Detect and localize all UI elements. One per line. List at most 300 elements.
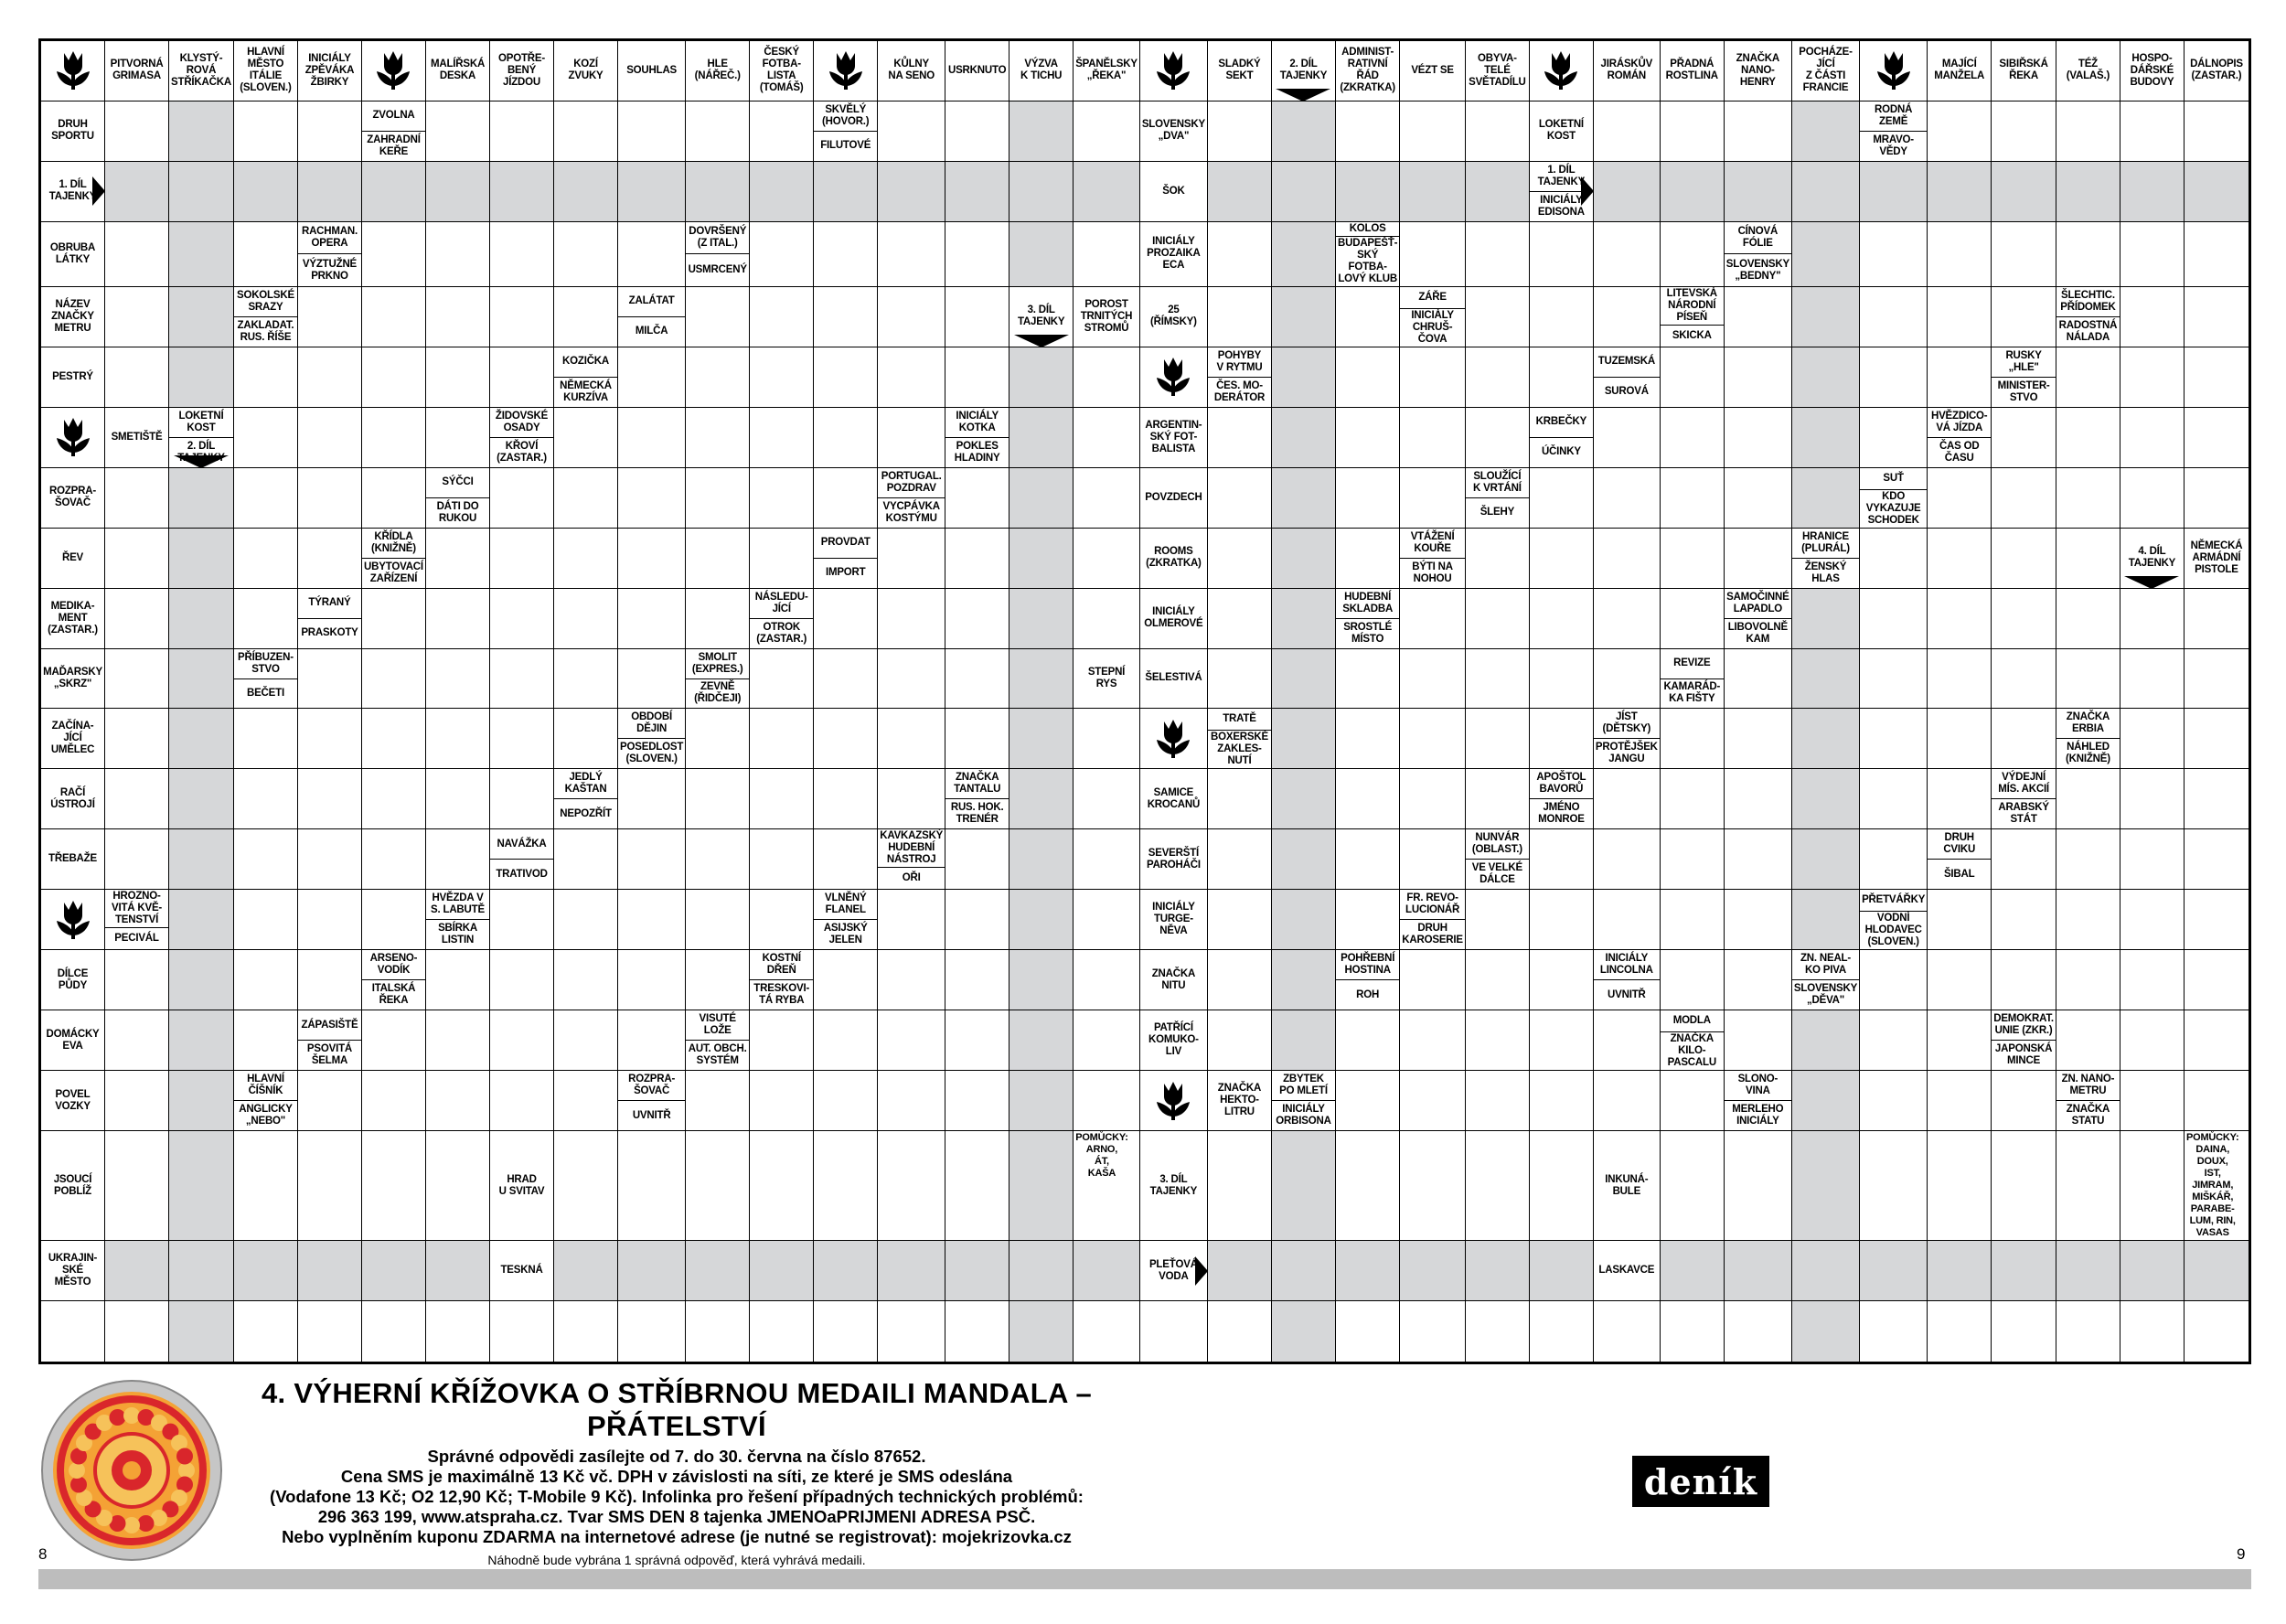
answer-cell[interactable] xyxy=(750,890,814,950)
answer-cell[interactable] xyxy=(1928,1071,1992,1131)
answer-cell[interactable] xyxy=(945,1241,1009,1301)
answer-cell[interactable] xyxy=(2056,649,2120,710)
answer-cell[interactable] xyxy=(298,950,362,1010)
answer-cell[interactable] xyxy=(1336,468,1400,529)
answer-cell[interactable] xyxy=(1336,1010,1400,1071)
answer-cell[interactable] xyxy=(1336,287,1400,347)
answer-cell[interactable] xyxy=(1208,468,1272,529)
answer-cell[interactable] xyxy=(1860,1010,1928,1071)
answer-cell[interactable] xyxy=(750,222,814,287)
answer-cell[interactable] xyxy=(618,1301,686,1362)
answer-cell[interactable] xyxy=(490,222,554,287)
answer-cell[interactable] xyxy=(298,649,362,710)
answer-cell[interactable] xyxy=(1992,1071,2056,1131)
answer-cell[interactable] xyxy=(1074,709,1140,769)
answer-cell[interactable] xyxy=(878,287,945,347)
answer-cell[interactable] xyxy=(490,589,554,649)
answer-cell[interactable] xyxy=(1928,1301,1992,1362)
answer-cell[interactable] xyxy=(362,222,426,287)
answer-cell[interactable] xyxy=(362,287,426,347)
answer-cell[interactable] xyxy=(1009,1071,1074,1131)
answer-cell[interactable] xyxy=(1074,1071,1140,1131)
answer-cell[interactable] xyxy=(426,589,490,649)
answer-cell[interactable] xyxy=(1725,468,1792,529)
answer-cell[interactable] xyxy=(1792,649,1860,710)
answer-cell[interactable] xyxy=(298,347,362,408)
answer-cell[interactable] xyxy=(1792,1010,1860,1071)
answer-cell[interactable] xyxy=(1661,408,1725,468)
answer-cell[interactable] xyxy=(814,408,878,468)
answer-cell[interactable] xyxy=(2185,287,2249,347)
answer-cell[interactable] xyxy=(2056,529,2120,589)
answer-cell[interactable] xyxy=(750,1010,814,1071)
answer-cell[interactable] xyxy=(1336,102,1400,162)
answer-cell[interactable] xyxy=(618,950,686,1010)
answer-cell[interactable] xyxy=(1208,1131,1272,1241)
answer-cell[interactable] xyxy=(618,649,686,710)
answer-cell[interactable] xyxy=(1466,1131,1530,1241)
answer-cell[interactable] xyxy=(554,529,618,589)
answer-cell[interactable] xyxy=(169,829,234,890)
answer-cell[interactable] xyxy=(1336,829,1400,890)
answer-cell[interactable] xyxy=(686,950,750,1010)
answer-cell[interactable] xyxy=(1530,1131,1594,1241)
answer-cell[interactable] xyxy=(878,1301,945,1362)
answer-cell[interactable] xyxy=(2185,408,2249,468)
answer-cell[interactable] xyxy=(1725,769,1792,829)
answer-cell[interactable] xyxy=(618,1010,686,1071)
answer-cell[interactable] xyxy=(169,1301,234,1362)
answer-cell[interactable] xyxy=(814,589,878,649)
answer-cell[interactable] xyxy=(1928,222,1992,287)
answer-cell[interactable] xyxy=(686,162,750,222)
answer-cell[interactable] xyxy=(426,769,490,829)
answer-cell[interactable] xyxy=(1272,1241,1336,1301)
answer-cell[interactable] xyxy=(1466,890,1530,950)
answer-cell[interactable] xyxy=(362,162,426,222)
answer-cell[interactable] xyxy=(1400,589,1466,649)
answer-cell[interactable] xyxy=(1530,1301,1594,1362)
answer-cell[interactable] xyxy=(1725,709,1792,769)
answer-cell[interactable] xyxy=(2120,950,2185,1010)
answer-cell[interactable] xyxy=(1074,529,1140,589)
answer-cell[interactable] xyxy=(1661,1241,1725,1301)
answer-cell[interactable] xyxy=(234,1241,298,1301)
answer-cell[interactable] xyxy=(1009,1301,1074,1362)
answer-cell[interactable] xyxy=(1928,709,1992,769)
answer-cell[interactable] xyxy=(878,102,945,162)
answer-cell[interactable] xyxy=(1928,468,1992,529)
answer-cell[interactable] xyxy=(2185,829,2249,890)
answer-cell[interactable] xyxy=(1466,950,1530,1010)
answer-cell[interactable] xyxy=(945,162,1009,222)
answer-cell[interactable] xyxy=(490,649,554,710)
answer-cell[interactable] xyxy=(1594,287,1661,347)
answer-cell[interactable] xyxy=(2185,468,2249,529)
answer-cell[interactable] xyxy=(1530,890,1594,950)
answer-cell[interactable] xyxy=(686,468,750,529)
answer-cell[interactable] xyxy=(1208,1241,1272,1301)
answer-cell[interactable] xyxy=(2056,829,2120,890)
answer-cell[interactable] xyxy=(1009,829,1074,890)
answer-cell[interactable] xyxy=(2120,1301,2185,1362)
answer-cell[interactable] xyxy=(1208,287,1272,347)
answer-cell[interactable] xyxy=(750,1131,814,1241)
answer-cell[interactable] xyxy=(1272,468,1336,529)
answer-cell[interactable] xyxy=(362,589,426,649)
answer-cell[interactable] xyxy=(1992,829,2056,890)
answer-cell[interactable] xyxy=(686,769,750,829)
answer-cell[interactable] xyxy=(426,222,490,287)
answer-cell[interactable] xyxy=(1466,709,1530,769)
answer-cell[interactable] xyxy=(2056,1010,2120,1071)
answer-cell[interactable] xyxy=(1992,1241,2056,1301)
answer-cell[interactable] xyxy=(298,162,362,222)
answer-cell[interactable] xyxy=(1074,222,1140,287)
answer-cell[interactable] xyxy=(1860,950,1928,1010)
answer-cell[interactable] xyxy=(618,222,686,287)
answer-cell[interactable] xyxy=(814,1301,878,1362)
answer-cell[interactable] xyxy=(2120,347,2185,408)
answer-cell[interactable] xyxy=(1009,890,1074,950)
answer-cell[interactable] xyxy=(1466,102,1530,162)
answer-cell[interactable] xyxy=(1272,287,1336,347)
answer-cell[interactable] xyxy=(814,347,878,408)
answer-cell[interactable] xyxy=(2056,890,2120,950)
answer-cell[interactable] xyxy=(1272,222,1336,287)
answer-cell[interactable] xyxy=(1992,709,2056,769)
answer-cell[interactable] xyxy=(1336,890,1400,950)
answer-cell[interactable] xyxy=(750,468,814,529)
answer-cell[interactable] xyxy=(362,1301,426,1362)
answer-cell[interactable] xyxy=(1009,649,1074,710)
answer-cell[interactable] xyxy=(1400,222,1466,287)
answer-cell[interactable] xyxy=(945,222,1009,287)
answer-cell[interactable] xyxy=(1074,829,1140,890)
answer-cell[interactable] xyxy=(169,1010,234,1071)
answer-cell[interactable] xyxy=(1530,1010,1594,1071)
answer-cell[interactable] xyxy=(105,102,169,162)
answer-cell[interactable] xyxy=(426,709,490,769)
answer-cell[interactable] xyxy=(2185,1301,2249,1362)
answer-cell[interactable] xyxy=(1530,1071,1594,1131)
answer-cell[interactable] xyxy=(2120,102,2185,162)
answer-cell[interactable] xyxy=(750,1071,814,1131)
answer-cell[interactable] xyxy=(1466,1301,1530,1362)
answer-cell[interactable] xyxy=(1594,589,1661,649)
answer-cell[interactable] xyxy=(1074,1241,1140,1301)
answer-cell[interactable] xyxy=(1272,589,1336,649)
answer-cell[interactable] xyxy=(618,468,686,529)
answer-cell[interactable] xyxy=(1661,102,1725,162)
answer-cell[interactable] xyxy=(1860,408,1928,468)
answer-cell[interactable] xyxy=(1792,1071,1860,1131)
answer-cell[interactable] xyxy=(1272,529,1336,589)
answer-cell[interactable] xyxy=(1594,829,1661,890)
answer-cell[interactable] xyxy=(169,950,234,1010)
answer-cell[interactable] xyxy=(554,222,618,287)
answer-cell[interactable] xyxy=(426,950,490,1010)
answer-cell[interactable] xyxy=(169,1131,234,1241)
answer-cell[interactable] xyxy=(554,1010,618,1071)
answer-cell[interactable] xyxy=(2120,468,2185,529)
answer-cell[interactable] xyxy=(362,890,426,950)
answer-cell[interactable] xyxy=(2185,709,2249,769)
answer-cell[interactable] xyxy=(1928,950,1992,1010)
answer-cell[interactable] xyxy=(1725,890,1792,950)
answer-cell[interactable] xyxy=(554,162,618,222)
answer-cell[interactable] xyxy=(814,162,878,222)
answer-cell[interactable] xyxy=(814,709,878,769)
answer-cell[interactable] xyxy=(878,769,945,829)
answer-cell[interactable] xyxy=(618,347,686,408)
answer-cell[interactable] xyxy=(1208,102,1272,162)
answer-cell[interactable] xyxy=(814,468,878,529)
answer-cell[interactable] xyxy=(1336,1301,1400,1362)
answer-cell[interactable] xyxy=(1272,408,1336,468)
answer-cell[interactable] xyxy=(1594,1071,1661,1131)
answer-cell[interactable] xyxy=(878,222,945,287)
answer-cell[interactable] xyxy=(1860,1241,1928,1301)
answer-cell[interactable] xyxy=(1074,347,1140,408)
answer-cell[interactable] xyxy=(1594,408,1661,468)
answer-cell[interactable] xyxy=(1594,1301,1661,1362)
answer-cell[interactable] xyxy=(750,829,814,890)
answer-cell[interactable] xyxy=(169,1241,234,1301)
answer-cell[interactable] xyxy=(2185,162,2249,222)
answer-cell[interactable] xyxy=(1792,408,1860,468)
answer-cell[interactable] xyxy=(750,162,814,222)
answer-cell[interactable] xyxy=(490,468,554,529)
answer-cell[interactable] xyxy=(1792,1131,1860,1241)
answer-cell[interactable] xyxy=(362,709,426,769)
answer-cell[interactable] xyxy=(945,1010,1009,1071)
answer-cell[interactable] xyxy=(2056,1241,2120,1301)
answer-cell[interactable] xyxy=(1860,589,1928,649)
answer-cell[interactable] xyxy=(1009,1010,1074,1071)
answer-cell[interactable] xyxy=(2185,890,2249,950)
answer-cell[interactable] xyxy=(1530,1241,1594,1301)
answer-cell[interactable] xyxy=(686,287,750,347)
answer-cell[interactable] xyxy=(554,649,618,710)
answer-cell[interactable] xyxy=(814,1010,878,1071)
answer-cell[interactable] xyxy=(490,102,554,162)
answer-cell[interactable] xyxy=(105,222,169,287)
answer-cell[interactable] xyxy=(2185,950,2249,1010)
answer-cell[interactable] xyxy=(1074,950,1140,1010)
answer-cell[interactable] xyxy=(945,287,1009,347)
answer-cell[interactable] xyxy=(490,1071,554,1131)
answer-cell[interactable] xyxy=(1208,890,1272,950)
answer-cell[interactable] xyxy=(1594,890,1661,950)
answer-cell[interactable] xyxy=(2056,468,2120,529)
answer-cell[interactable] xyxy=(1860,347,1928,408)
answer-cell[interactable] xyxy=(1792,1241,1860,1301)
answer-cell[interactable] xyxy=(1009,1131,1074,1241)
answer-cell[interactable] xyxy=(1336,709,1400,769)
answer-cell[interactable] xyxy=(490,162,554,222)
answer-cell[interactable] xyxy=(362,1010,426,1071)
answer-cell[interactable] xyxy=(1928,649,1992,710)
answer-cell[interactable] xyxy=(298,102,362,162)
answer-cell[interactable] xyxy=(814,222,878,287)
answer-cell[interactable] xyxy=(1466,649,1530,710)
answer-cell[interactable] xyxy=(945,1131,1009,1241)
answer-cell[interactable] xyxy=(1725,829,1792,890)
answer-cell[interactable] xyxy=(878,1071,945,1131)
answer-cell[interactable] xyxy=(426,408,490,468)
answer-cell[interactable] xyxy=(878,649,945,710)
answer-cell[interactable] xyxy=(1400,1241,1466,1301)
answer-cell[interactable] xyxy=(814,1131,878,1241)
answer-cell[interactable] xyxy=(2185,589,2249,649)
answer-cell[interactable] xyxy=(1530,709,1594,769)
answer-cell[interactable] xyxy=(298,709,362,769)
answer-cell[interactable] xyxy=(750,287,814,347)
answer-cell[interactable] xyxy=(426,1010,490,1071)
answer-cell[interactable] xyxy=(1140,1301,1208,1362)
answer-cell[interactable] xyxy=(1208,950,1272,1010)
answer-cell[interactable] xyxy=(1661,1131,1725,1241)
answer-cell[interactable] xyxy=(105,1010,169,1071)
answer-cell[interactable] xyxy=(686,890,750,950)
answer-cell[interactable] xyxy=(1661,829,1725,890)
answer-cell[interactable] xyxy=(1466,589,1530,649)
answer-cell[interactable] xyxy=(618,589,686,649)
answer-cell[interactable] xyxy=(1336,1241,1400,1301)
answer-cell[interactable] xyxy=(1272,769,1336,829)
answer-cell[interactable] xyxy=(1594,102,1661,162)
answer-cell[interactable] xyxy=(1992,1301,2056,1362)
answer-cell[interactable] xyxy=(169,769,234,829)
answer-cell[interactable] xyxy=(1792,102,1860,162)
answer-cell[interactable] xyxy=(1992,408,2056,468)
answer-cell[interactable] xyxy=(426,347,490,408)
answer-cell[interactable] xyxy=(105,347,169,408)
answer-cell[interactable] xyxy=(2185,1010,2249,1071)
answer-cell[interactable] xyxy=(298,1301,362,1362)
answer-cell[interactable] xyxy=(1074,468,1140,529)
answer-cell[interactable] xyxy=(686,529,750,589)
answer-cell[interactable] xyxy=(2120,222,2185,287)
answer-cell[interactable] xyxy=(1661,1301,1725,1362)
answer-cell[interactable] xyxy=(1074,162,1140,222)
answer-cell[interactable] xyxy=(2056,1131,2120,1241)
answer-cell[interactable] xyxy=(1530,950,1594,1010)
answer-cell[interactable] xyxy=(554,1241,618,1301)
answer-cell[interactable] xyxy=(554,468,618,529)
answer-cell[interactable] xyxy=(1992,102,2056,162)
answer-cell[interactable] xyxy=(234,589,298,649)
answer-cell[interactable] xyxy=(1661,222,1725,287)
answer-cell[interactable] xyxy=(878,347,945,408)
answer-cell[interactable] xyxy=(1928,890,1992,950)
answer-cell[interactable] xyxy=(1272,1010,1336,1071)
answer-cell[interactable] xyxy=(234,769,298,829)
answer-cell[interactable] xyxy=(618,1241,686,1301)
answer-cell[interactable] xyxy=(1792,890,1860,950)
answer-cell[interactable] xyxy=(298,1241,362,1301)
answer-cell[interactable] xyxy=(1400,769,1466,829)
answer-cell[interactable] xyxy=(426,102,490,162)
answer-cell[interactable] xyxy=(1272,950,1336,1010)
answer-cell[interactable] xyxy=(814,769,878,829)
answer-cell[interactable] xyxy=(298,468,362,529)
answer-cell[interactable] xyxy=(426,1071,490,1131)
answer-cell[interactable] xyxy=(298,529,362,589)
answer-cell[interactable] xyxy=(1860,1131,1928,1241)
answer-cell[interactable] xyxy=(105,709,169,769)
answer-cell[interactable] xyxy=(1530,649,1594,710)
answer-cell[interactable] xyxy=(1272,162,1336,222)
answer-cell[interactable] xyxy=(1860,1071,1928,1131)
answer-cell[interactable] xyxy=(1725,162,1792,222)
answer-cell[interactable] xyxy=(618,829,686,890)
answer-cell[interactable] xyxy=(362,347,426,408)
answer-cell[interactable] xyxy=(298,287,362,347)
answer-cell[interactable] xyxy=(1208,1301,1272,1362)
answer-cell[interactable] xyxy=(1661,468,1725,529)
answer-cell[interactable] xyxy=(1466,1241,1530,1301)
answer-cell[interactable] xyxy=(554,1131,618,1241)
answer-cell[interactable] xyxy=(814,649,878,710)
answer-cell[interactable] xyxy=(1860,287,1928,347)
answer-cell[interactable] xyxy=(686,1071,750,1131)
answer-cell[interactable] xyxy=(1928,1131,1992,1241)
answer-cell[interactable] xyxy=(1009,769,1074,829)
answer-cell[interactable] xyxy=(1466,408,1530,468)
answer-cell[interactable] xyxy=(750,769,814,829)
answer-cell[interactable] xyxy=(1336,769,1400,829)
answer-cell[interactable] xyxy=(1466,222,1530,287)
answer-cell[interactable] xyxy=(1400,162,1466,222)
answer-cell[interactable] xyxy=(490,950,554,1010)
answer-cell[interactable] xyxy=(234,1131,298,1241)
answer-cell[interactable] xyxy=(1009,162,1074,222)
answer-cell[interactable] xyxy=(1272,1131,1336,1241)
answer-cell[interactable] xyxy=(426,829,490,890)
answer-cell[interactable] xyxy=(945,589,1009,649)
answer-cell[interactable] xyxy=(1074,1301,1140,1362)
answer-cell[interactable] xyxy=(1208,408,1272,468)
answer-cell[interactable] xyxy=(1208,829,1272,890)
answer-cell[interactable] xyxy=(1208,529,1272,589)
answer-cell[interactable] xyxy=(490,287,554,347)
answer-cell[interactable] xyxy=(945,950,1009,1010)
answer-cell[interactable] xyxy=(105,1131,169,1241)
answer-cell[interactable] xyxy=(1992,589,2056,649)
answer-cell[interactable] xyxy=(2120,589,2185,649)
answer-cell[interactable] xyxy=(298,769,362,829)
answer-cell[interactable] xyxy=(814,950,878,1010)
answer-cell[interactable] xyxy=(1272,1301,1336,1362)
answer-cell[interactable] xyxy=(1208,1010,1272,1071)
answer-cell[interactable] xyxy=(2120,287,2185,347)
answer-cell[interactable] xyxy=(1792,769,1860,829)
answer-cell[interactable] xyxy=(234,1301,298,1362)
answer-cell[interactable] xyxy=(362,1131,426,1241)
answer-cell[interactable] xyxy=(1992,529,2056,589)
answer-cell[interactable] xyxy=(1992,890,2056,950)
answer-cell[interactable] xyxy=(554,589,618,649)
answer-cell[interactable] xyxy=(750,408,814,468)
answer-cell[interactable] xyxy=(426,649,490,710)
answer-cell[interactable] xyxy=(750,1301,814,1362)
answer-cell[interactable] xyxy=(105,649,169,710)
answer-cell[interactable] xyxy=(1208,162,1272,222)
answer-cell[interactable] xyxy=(2120,408,2185,468)
answer-cell[interactable] xyxy=(1661,529,1725,589)
